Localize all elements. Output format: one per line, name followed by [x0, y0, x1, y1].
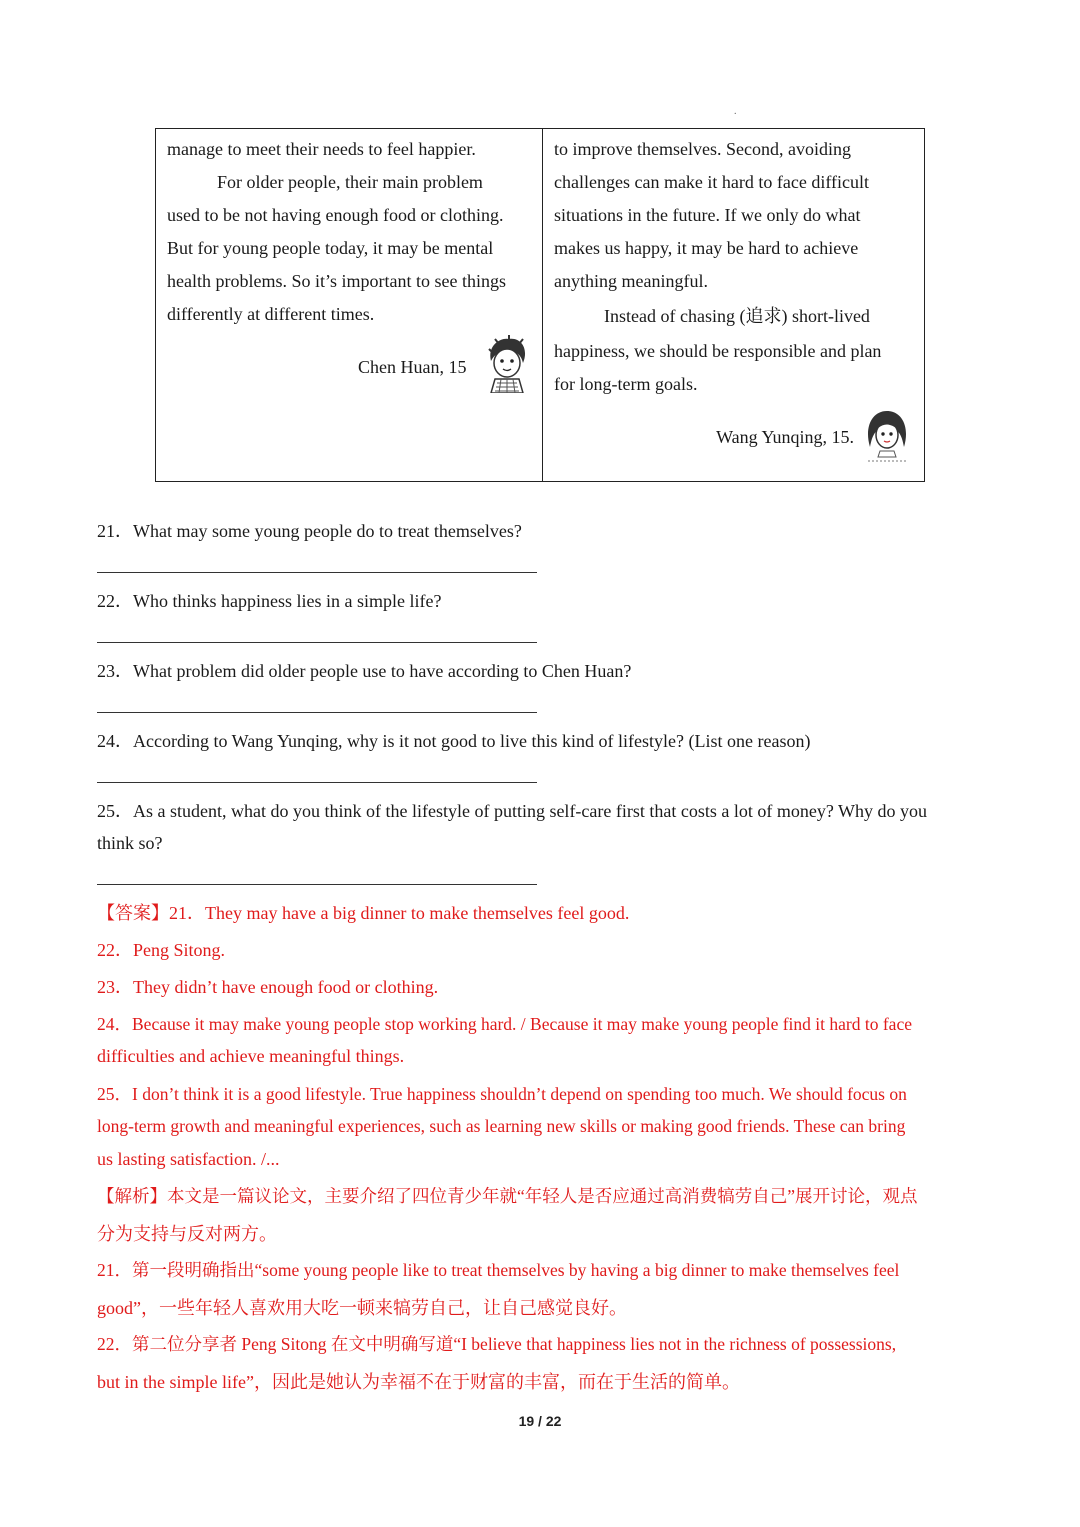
- passage-table: [155, 128, 925, 482]
- answer-line-24[interactable]: [97, 782, 537, 783]
- answer-25-cont2: us lasting satisfaction. /...: [97, 1149, 280, 1169]
- passage-line: used to be not having enough food or clothing.: [167, 205, 504, 225]
- question-21: 21．What may some young people do to treat themselves?: [97, 521, 522, 541]
- passage-line: anything meaningful.: [554, 271, 708, 291]
- girl-avatar-icon: [864, 407, 910, 465]
- passage-line: manage to meet their needs to feel happier.: [167, 139, 476, 159]
- analysis-21: 21．第一段明确指出“some young people like to treat themselves by having a big dinner to make themselves feel: [97, 1260, 900, 1280]
- passage-line: makes us happy, it may be hard to achieve: [554, 238, 859, 258]
- passage-line: for long-term goals.: [554, 374, 698, 394]
- question-22: 22．Who thinks happiness lies in a simple life?: [97, 591, 442, 611]
- answer-line-23[interactable]: [97, 712, 537, 713]
- passage-column-right: [543, 129, 924, 481]
- signature-wang-yunqing: Wang Yunqing, 15.: [716, 427, 854, 447]
- answer-25-cont: long-term growth and meaningful experiences, such as learning new skills or making good friends. These can bring: [97, 1116, 906, 1136]
- analysis-21-cont: good”，一些年轻人喜欢用大吃一顿来犒劳自己，让自己感觉良好。: [97, 1298, 627, 1318]
- passage-line: to improve themselves. Second, avoiding: [554, 139, 851, 159]
- answer-24: 24．Because it may make young people stop working hard. / Because it may make young people find it hard to face: [97, 1014, 912, 1034]
- passage-line: But for young people today, it may be mental: [167, 238, 494, 258]
- passage-line: health problems. So it’s important to see things: [167, 271, 506, 291]
- answer-25: 25．I don’t think it is a good lifestyle. True happiness shouldn’t depend on spending too much. We should focus on: [97, 1084, 907, 1104]
- top-mark: .: [734, 106, 737, 117]
- passage-line: differently at different times.: [167, 304, 375, 324]
- passage-line: For older people, their main problem: [217, 172, 483, 192]
- answer-23: 23．They didn’t have enough food or clothing.: [97, 977, 439, 997]
- answer-line-22[interactable]: [97, 642, 537, 643]
- signature-chen-huan: Chen Huan, 15: [358, 357, 467, 377]
- passage-line: situations in the future. If we only do what: [554, 205, 861, 225]
- question-25-cont: think so?: [97, 833, 163, 853]
- analysis-22-cont: but in the simple life”，因此是她认为幸福不在于财富的丰富，而在于生活的简单。: [97, 1372, 740, 1392]
- answer-label: 【答案】: [97, 903, 169, 923]
- passage-line: Instead of chasing (追求) short-lived: [604, 306, 870, 326]
- answer-24-cont: difficulties and achieve meaningful things.: [97, 1046, 405, 1066]
- question-25: 25．As a student, what do you think of the lifestyle of putting self-care first that costs a lot of money? Why do you: [97, 801, 928, 821]
- boy-avatar-icon: [481, 335, 533, 393]
- analysis-intro-cont: 分为支持与反对两方。: [97, 1224, 277, 1244]
- question-23: 23．What problem did older people use to have according to Chen Huan?: [97, 661, 632, 681]
- answer-22: 22．Peng Sitong.: [97, 940, 226, 960]
- passage-column-left: [156, 129, 543, 481]
- analysis-label: 【解析】: [97, 1186, 167, 1206]
- passage-line: happiness, we should be responsible and plan: [554, 341, 882, 361]
- passage-line: challenges can make it hard to face difficult: [554, 172, 870, 192]
- analysis-intro: 【解析】本文是一篇议论文，主要介绍了四位青少年就“年轻人是否应通过高消费犒劳自己”展开讨论，观点: [97, 1186, 918, 1206]
- answer-21: 【答案】21．They may have a big dinner to make themselves feel good.: [97, 903, 630, 923]
- question-24: 24．According to Wang Yunqing, why is it not good to live this kind of lifestyle? (List one reason): [97, 731, 811, 751]
- analysis-22: 22．第二位分享者 Peng Sitong 在文中明确写道“I believe that happiness lies not in the richness of possessions,: [97, 1334, 897, 1354]
- answer-line-21[interactable]: [97, 572, 537, 573]
- answer-line-25[interactable]: [97, 884, 537, 885]
- page-number: 19 / 22: [518, 1413, 562, 1429]
